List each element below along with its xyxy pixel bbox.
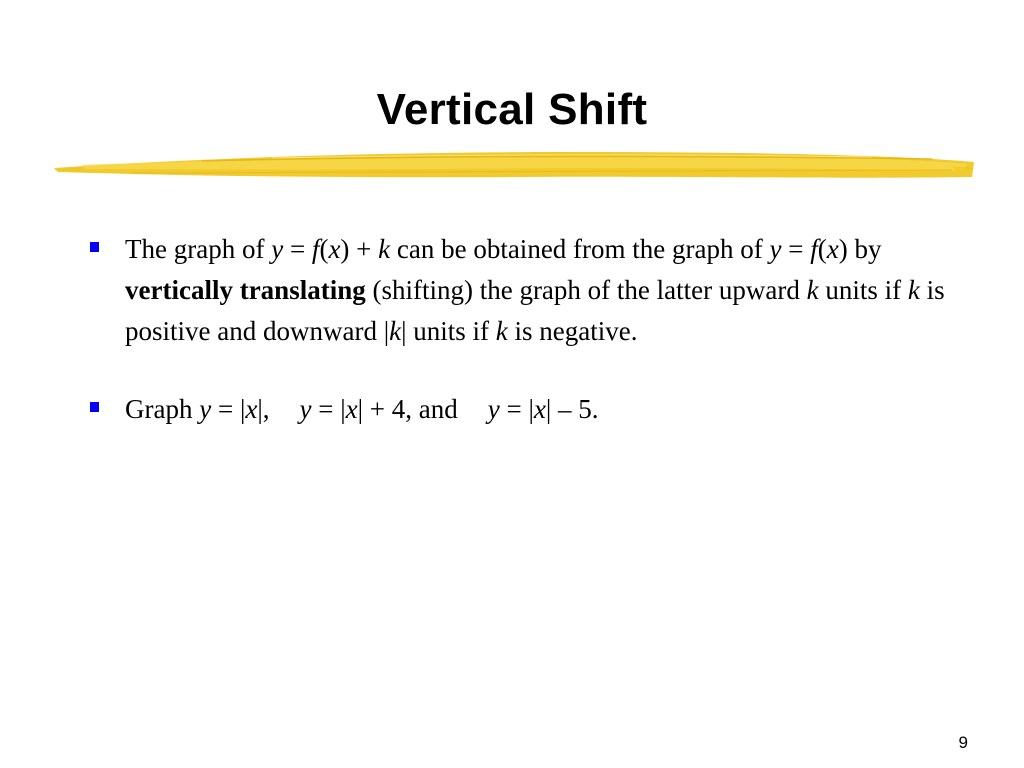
square-bullet-icon xyxy=(90,242,99,252)
bullet-text: The graph of y = f(x) + k can be obtained from the graph of y = f(x) by vertically translating (shifting) the graph of the latter upward k units if k is positive and downward |k| units if k is negative. xyxy=(125,234,945,346)
bullet-list xyxy=(90,229,950,430)
bullet-item xyxy=(90,229,950,352)
title-underline-brush xyxy=(52,146,976,186)
bullet-text: Graph y = |x|, y = |x| + 4, and y = |x| – 5. xyxy=(125,394,599,424)
bold-term: vertically translating xyxy=(125,275,366,305)
square-bullet-icon xyxy=(90,402,99,412)
bullet-item xyxy=(90,389,950,430)
slide-title: Vertical Shift xyxy=(376,85,648,134)
page-number: 9 xyxy=(958,733,968,752)
